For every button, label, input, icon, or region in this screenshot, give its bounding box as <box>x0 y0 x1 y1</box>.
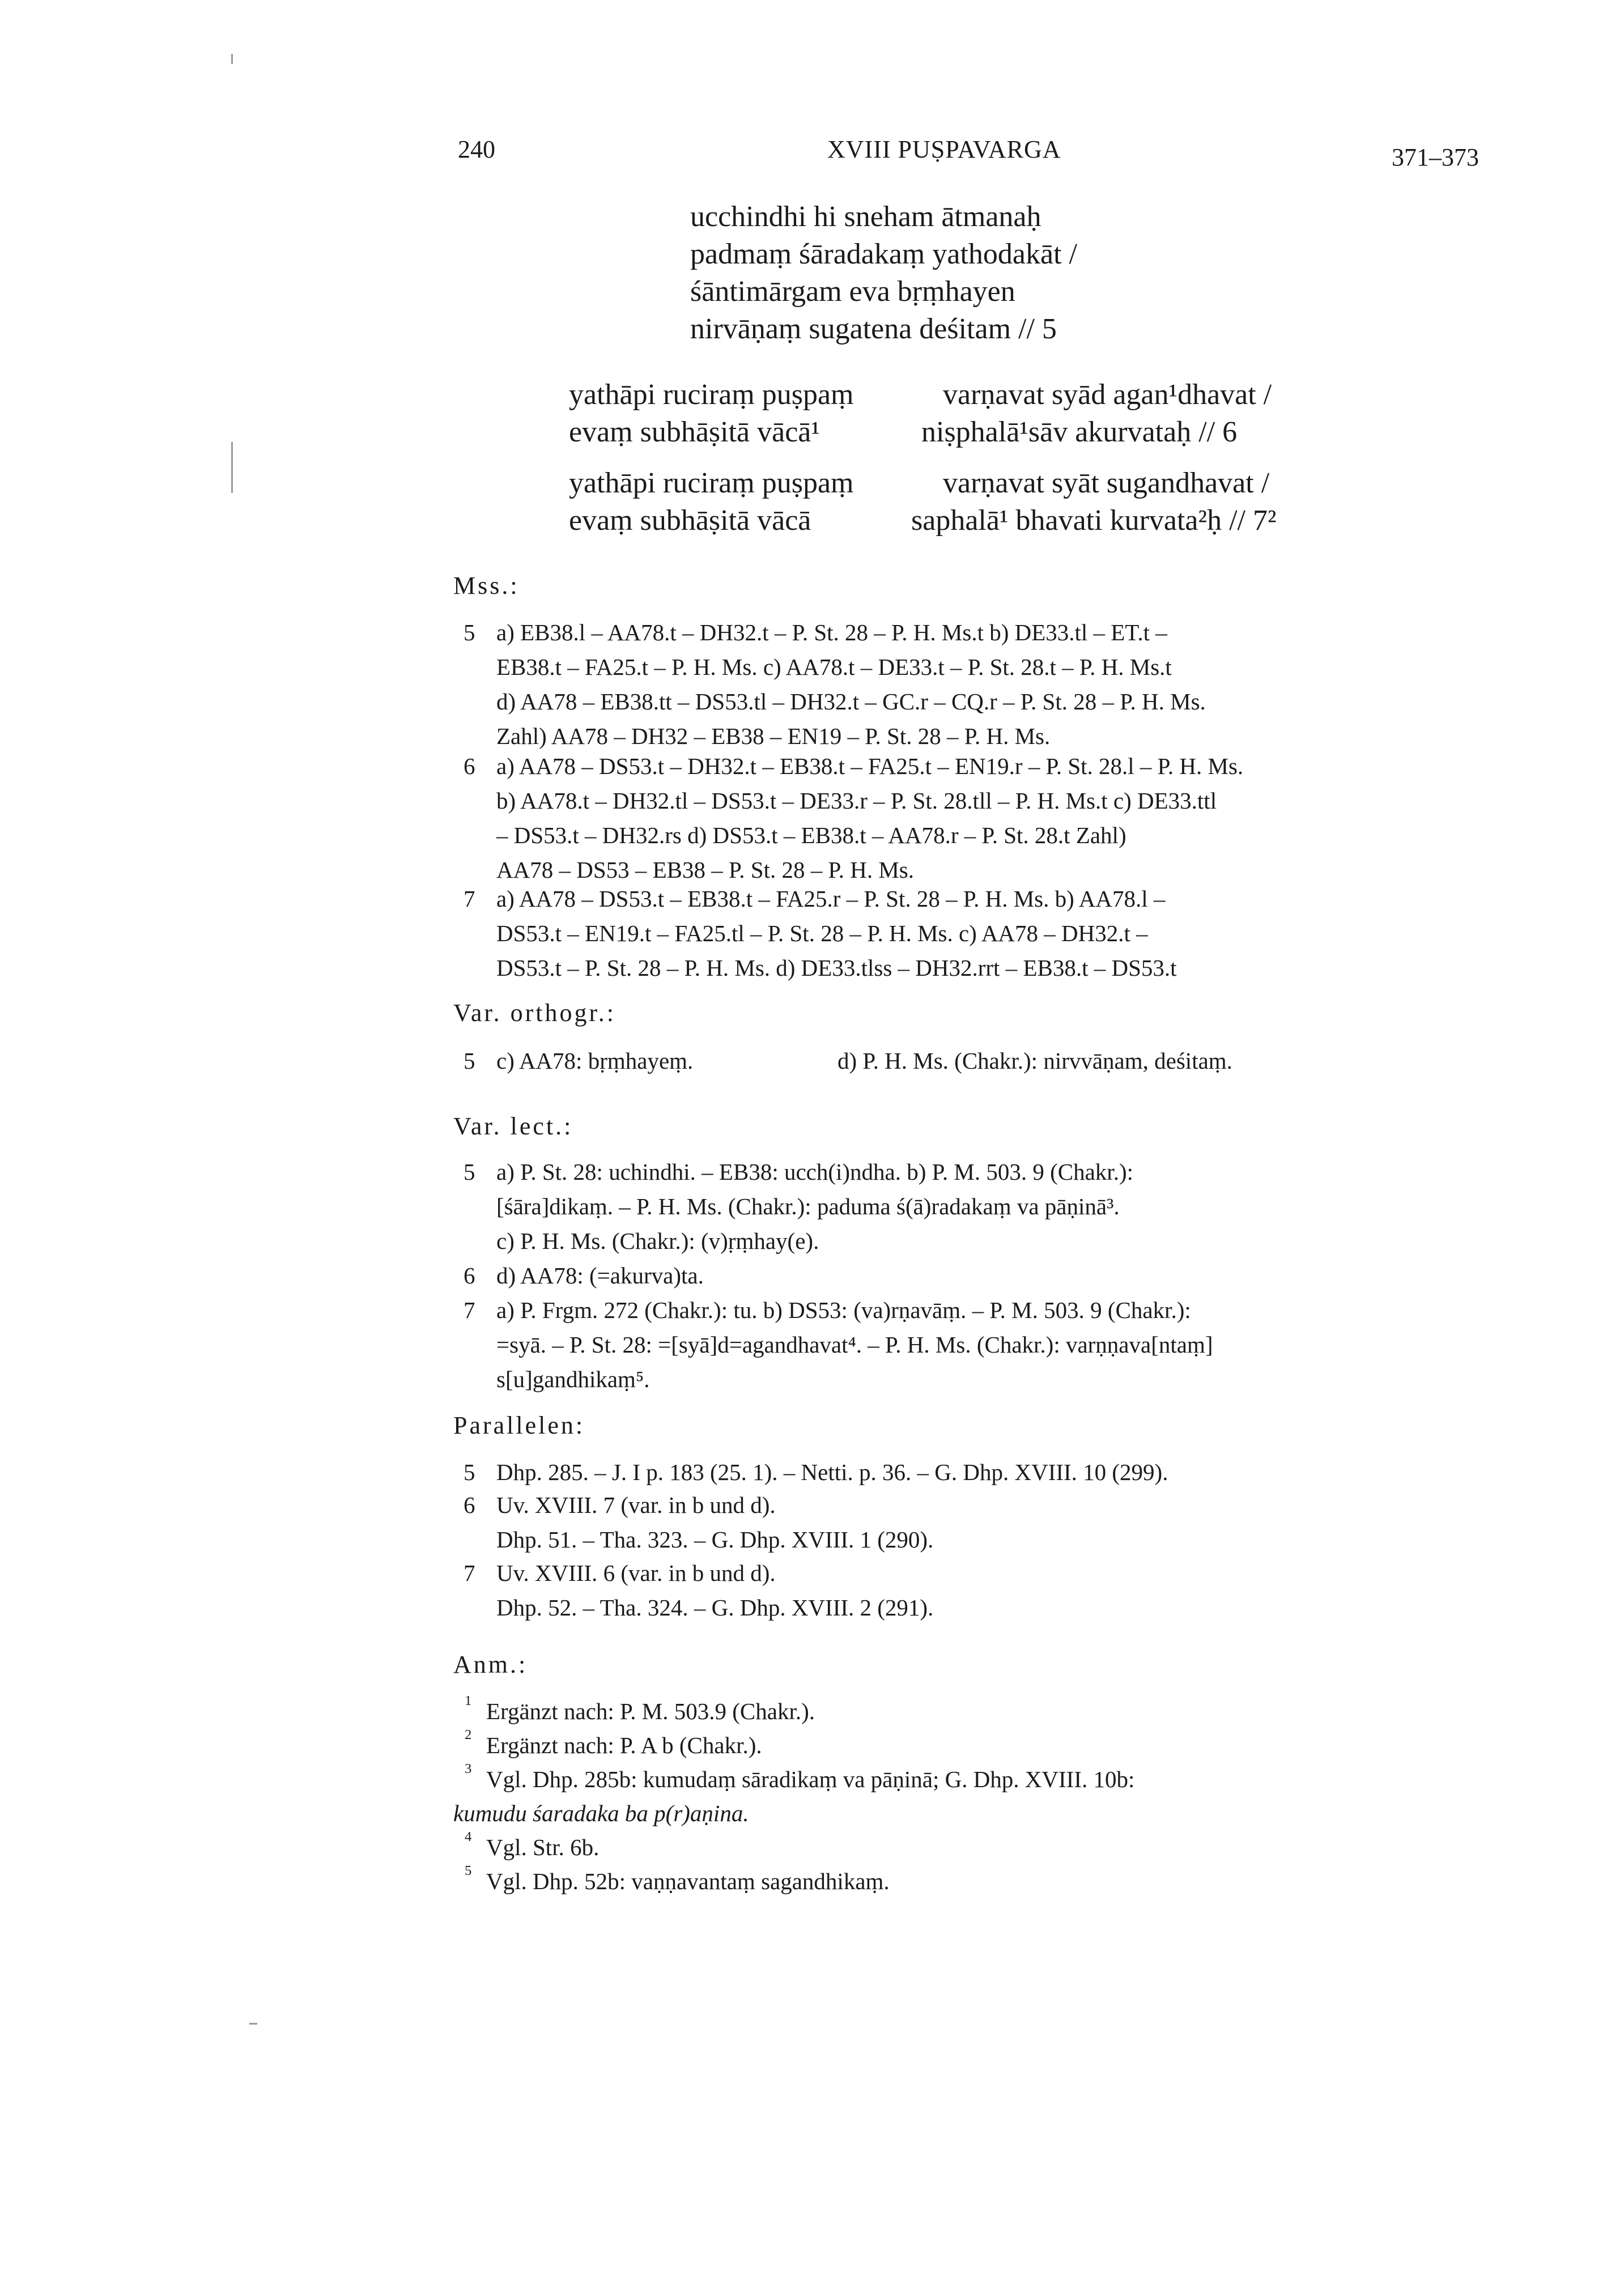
var-lect-entry-5-line: c) P. H. Ms. (Chakr.): (v)ṛṃhay(e). <box>496 1228 819 1254</box>
footnote-1: 1 Ergänzt nach: P. M. 503.9 (Chakr.). <box>465 1693 815 1724</box>
var-lect-entry-5-line: [śāra]dikaṃ. – P. H. Ms. (Chakr.): paduma ś(ā)radakaṃ va pāṇinā³. <box>496 1193 1120 1219</box>
parallelen-heading: Parallelen: <box>453 1411 585 1439</box>
var-orthogr-entry-5-a: c) AA78: bṛṃhayeṃ. <box>496 1048 694 1074</box>
mss-entry-7-line: DS53.t – P. St. 28 – P. H. Ms. d) DE33.tlss – DH32.rrt – EB38.t – DS53.t <box>496 955 1177 981</box>
var-orthogr-entry-5-number: 5 <box>464 1048 475 1074</box>
var-orthogr-heading: Var. orthogr.: <box>453 999 616 1027</box>
mss-entry-7-number: 7 <box>464 886 475 912</box>
verse-range: 371–373 <box>1392 143 1479 171</box>
var-lect-entry-7-number: 7 <box>464 1297 475 1323</box>
verse-5 <box>690 198 1077 348</box>
verse-5-line-2: padmaṃ śāradakaṃ yathodakāt / <box>690 238 1077 270</box>
footnotes <box>453 1694 1507 1898</box>
footnote-3-text: Vgl. Dhp. 285b: kumudaṃ sāradikaṃ va pāṇinā; G. Dhp. XVIII. 10b: <box>486 1766 1135 1792</box>
footnote-2-text: Ergänzt nach: P. A b (Chakr.). <box>486 1732 762 1758</box>
footnote-3-continuation: kumudu śaradaka ba p(r)aṇina. <box>453 1800 749 1826</box>
chapter-title: XVIII PUṢPAVARGA <box>827 135 1061 163</box>
mss-entry-6-line: a) AA78 – DS53.t – DH32.t – EB38.t – FA25.t – EN19.r – P. St. 28.l – P. H. Ms. <box>496 753 1244 779</box>
mss-entry-5-line: d) AA78 – EB38.tt – DS53.tl – DH32.t – GC.r – CQ.r – P. St. 28 – P. H. Ms. <box>496 688 1206 715</box>
mss-entry-6-number: 6 <box>464 753 475 779</box>
verse-6-line-2a: evaṃ subhāṣitā vācā¹ <box>569 416 820 448</box>
var-lect-heading: Var. lect.: <box>453 1112 573 1140</box>
var-lect-entry-6-number: 6 <box>464 1262 475 1289</box>
parallelen-entry-5-number: 5 <box>464 1459 475 1485</box>
scan-speck <box>231 54 233 64</box>
footnote-4-text: Vgl. Str. 6b. <box>486 1834 600 1860</box>
parallelen-entry-7-line: Dhp. 52. – Tha. 324. – G. Dhp. XVIII. 2 (291). <box>496 1595 934 1621</box>
footnote-5-text: Vgl. Dhp. 52b: vaṇṇavantaṃ sagandhikaṃ. <box>486 1868 890 1894</box>
scan-speck <box>231 442 233 493</box>
footnote-1-text: Ergänzt nach: P. M. 503.9 (Chakr.). <box>486 1698 815 1724</box>
mss-entry-5 <box>464 615 1506 754</box>
var-lect-entry-7-line: =syā. – P. St. 28: =[syā]d=agandhavat⁴. – P. H. Ms. (Chakr.): varṇṇava[ntaṃ] <box>496 1332 1213 1358</box>
scan-speck <box>249 2023 257 2025</box>
mss-entry-6 <box>464 749 1506 887</box>
mss-entry-6-line: b) AA78.t – DH32.tl – DS53.t – DE33.r – P. St. 28.tll – P. H. Ms.t c) DE33.ttl <box>496 788 1217 814</box>
var-lect-entry-6 <box>464 1258 1506 1293</box>
parallelen-entry-5-text: Dhp. 285. – J. I p. 183 (25. 1). – Netti. p. 36. – G. Dhp. XVIII. 10 (299). <box>496 1459 1168 1485</box>
mss-entry-5-line: a) EB38.l – AA78.t – DH32.t – P. St. 28 – P. H. Ms.t b) DE33.tl – ET.t – <box>496 619 1167 645</box>
var-lect-entry-5-number: 5 <box>464 1159 475 1185</box>
footnote-5: 5 Vgl. Dhp. 52b: vaṇṇavantaṃ sagandhikaṃ. <box>465 1863 890 1894</box>
parallelen-entry-6-line: Uv. XVIII. 7 (var. in b und d). <box>496 1492 776 1518</box>
mss-entry-6-line: AA78 – DS53 – EB38 – P. St. 28 – P. H. Ms. <box>496 857 914 883</box>
parallelen-entry-6-line: Dhp. 51. – Tha. 323. – G. Dhp. XVIII. 1 (290). <box>496 1527 934 1553</box>
verse-5-line-3: śāntimārgam eva bṛṃhayen <box>690 275 1015 308</box>
mss-heading: Mss.: <box>453 572 520 599</box>
parallelen-entry-6-number: 6 <box>464 1492 475 1518</box>
var-lect-entry-7-line: s[u]gandhikaṃ⁵. <box>496 1366 650 1392</box>
mss-entry-5-line: Zahl) AA78 – DH32 – EB38 – EN19 – P. St. 28 – P. H. Ms. <box>496 723 1051 749</box>
anm-heading: Anm.: <box>453 1651 528 1678</box>
var-lect-entry-5-line: a) P. St. 28: uchindhi. – EB38: ucch(i)ndha. b) P. M. 503. 9 (Chakr.): <box>496 1159 1133 1185</box>
verse-6-line-2b: niṣphalā¹sāv akurvataḥ // 6 <box>921 416 1238 448</box>
mss-entry-5-number: 5 <box>464 619 475 645</box>
footnote-3: 3 Vgl. Dhp. 285b: kumudaṃ sāradikaṃ va pāṇinā; G. Dhp. XVIII. 10b: <box>465 1761 1135 1792</box>
parallelen-entry-7-line: Uv. XVIII. 6 (var. in b und d). <box>496 1560 776 1586</box>
verse-5-line-1: ucchindhi hi sneham ātmanaḥ <box>690 201 1041 233</box>
mss-entry-7 <box>464 882 1506 985</box>
footnote-4: 4 Vgl. Str. 6b. <box>465 1829 600 1860</box>
var-lect-entry-6-text: d) AA78: (=akurva)ta. <box>496 1262 704 1289</box>
var-lect-entry-7 <box>464 1293 1506 1397</box>
mss-entry-5-line: EB38.t – FA25.t – P. H. Ms. c) AA78.t – DE33.t – P. St. 28.t – P. H. Ms.t <box>496 654 1172 680</box>
verse-7-line-2b: saphalā¹ bhavati kurvata²ḥ // 7² <box>911 504 1277 537</box>
page-number: 240 <box>458 135 495 163</box>
var-lect-entry-7-line: a) P. Frgm. 272 (Chakr.): tu. b) DS53: (va)rṇavāṃ. – P. M. 503. 9 (Chakr.): <box>496 1297 1191 1323</box>
parallelen-entry-5 <box>464 1455 1506 1490</box>
verse-5-line-4: nirvāṇaṃ sugatena deśitam // 5 <box>690 313 1057 345</box>
footnote-2: 2 Ergänzt nach: P. A b (Chakr.). <box>465 1727 762 1758</box>
verse-7-line-2a: evaṃ subhāṣitā vācā <box>569 504 811 537</box>
verse-6-line-1b: varṇavat syād agan¹dhavat / <box>943 379 1272 411</box>
var-lect-entry-5 <box>464 1155 1506 1258</box>
mss-entry-7-line: a) AA78 – DS53.t – EB38.t – FA25.r – P. St. 28 – P. H. Ms. b) AA78.l – <box>496 886 1166 912</box>
verse-6-line-1a: yathāpi ruciraṃ puṣpaṃ <box>569 379 854 411</box>
verse-7-line-1b: varṇavat syāt sugandhavat / <box>943 467 1270 499</box>
mss-entry-7-line: DS53.t – EN19.t – FA25.tl – P. St. 28 – P. H. Ms. c) AA78 – DH32.t – <box>496 920 1148 946</box>
verse-7-line-1a: yathāpi ruciraṃ puṣpaṃ <box>569 467 854 499</box>
parallelen-entry-7 <box>464 1556 1506 1625</box>
parallelen-entry-6 <box>464 1488 1506 1557</box>
mss-entry-6-line: – DS53.t – DH32.rs d) DS53.t – EB38.t – AA78.r – P. St. 28.t Zahl) <box>496 822 1126 848</box>
var-orthogr-entry-5-b: d) P. H. Ms. (Chakr.): nirvvāṇam, deśitaṃ. <box>837 1048 1232 1074</box>
parallelen-entry-7-number: 7 <box>464 1560 475 1586</box>
